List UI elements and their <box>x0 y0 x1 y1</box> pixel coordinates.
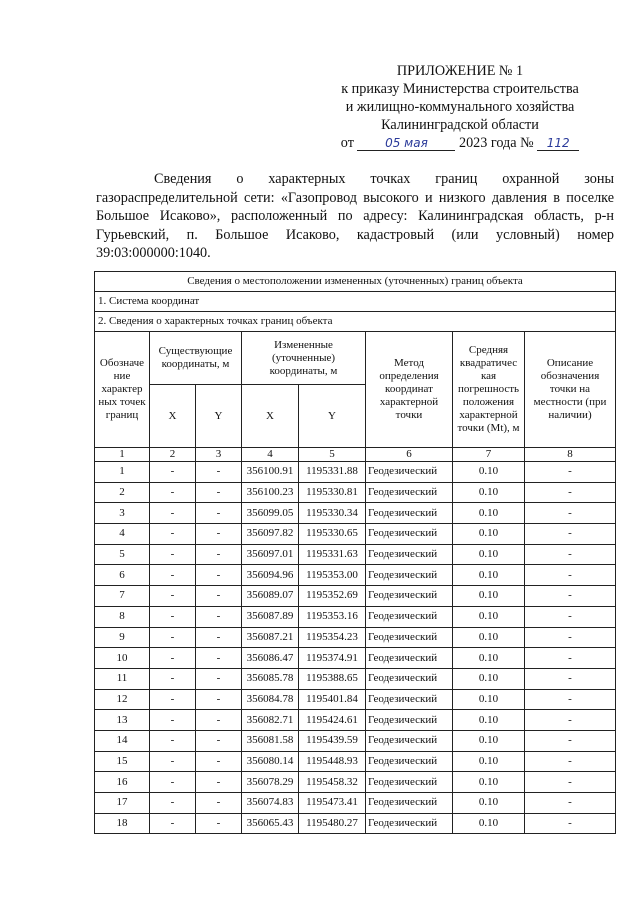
cell-point-number: 6 <box>95 565 150 586</box>
cell-description: - <box>525 565 616 586</box>
cell-mean-error: 0.10 <box>453 544 525 565</box>
cell-method: Геодезический <box>366 648 453 669</box>
cell-existing-x: - <box>150 524 196 545</box>
cell-description: - <box>525 648 616 669</box>
cell-existing-x: - <box>150 482 196 503</box>
handwritten-date: 05 мая <box>357 136 455 151</box>
cell-changed-y: 1195353.00 <box>299 565 366 586</box>
cell-mean-error: 0.10 <box>453 730 525 751</box>
header-method: Метод определения координат характерной точки <box>366 332 453 448</box>
cell-method: Геодезический <box>366 751 453 772</box>
cell-changed-y: 1195352.69 <box>299 586 366 607</box>
cell-point-number: 18 <box>95 813 150 834</box>
cell-existing-y: - <box>196 586 242 607</box>
cell-changed-x: 356080.14 <box>242 751 299 772</box>
cell-existing-x: - <box>150 648 196 669</box>
cell-point-number: 12 <box>95 689 150 710</box>
cell-point-number: 7 <box>95 586 150 607</box>
table-row <box>95 586 616 607</box>
cell-changed-y: 1195458.32 <box>299 772 366 793</box>
column-number: 3 <box>196 448 242 462</box>
cell-point-number: 3 <box>95 503 150 524</box>
cell-changed-x: 356086.47 <box>242 648 299 669</box>
order-line: к приказу Министерства строительства <box>341 81 579 97</box>
table-row <box>95 668 616 689</box>
cell-changed-x: 356065.43 <box>242 813 299 834</box>
table-row <box>95 751 616 772</box>
cell-description: - <box>525 586 616 607</box>
cell-existing-y: - <box>196 544 242 565</box>
cell-changed-y: 1195374.91 <box>299 648 366 669</box>
cell-mean-error: 0.10 <box>453 772 525 793</box>
cell-description: - <box>525 503 616 524</box>
ministry-line: и жилищно-коммунального хозяйства <box>345 99 575 115</box>
cell-method: Геодезический <box>366 668 453 689</box>
section-points: 2. Сведения о характерных точках границ объекта <box>95 312 616 332</box>
column-number: 6 <box>366 448 453 462</box>
cell-mean-error: 0.10 <box>453 503 525 524</box>
cell-point-number: 2 <box>95 482 150 503</box>
header-existing-x: X <box>150 385 196 448</box>
cell-existing-y: - <box>196 606 242 627</box>
cell-method: Геодезический <box>366 565 453 586</box>
cell-existing-y: - <box>196 813 242 834</box>
cell-mean-error: 0.10 <box>453 751 525 772</box>
cell-changed-x: 356084.78 <box>242 689 299 710</box>
cell-changed-y: 1195353.16 <box>299 606 366 627</box>
cell-existing-y: - <box>196 751 242 772</box>
cell-existing-x: - <box>150 462 196 483</box>
cell-description: - <box>525 772 616 793</box>
cell-existing-y: - <box>196 565 242 586</box>
cell-changed-x: 356087.21 <box>242 627 299 648</box>
table-row <box>95 544 616 565</box>
cell-description: - <box>525 689 616 710</box>
cell-changed-x: 356087.89 <box>242 606 299 627</box>
cell-method: Геодезический <box>366 689 453 710</box>
cell-changed-x: 356074.83 <box>242 793 299 814</box>
cell-point-number: 14 <box>95 730 150 751</box>
cell-method: Геодезический <box>366 482 453 503</box>
cell-existing-x: - <box>150 710 196 731</box>
table-row <box>95 565 616 586</box>
cell-existing-x: - <box>150 586 196 607</box>
table-row <box>95 793 616 814</box>
table-row <box>95 606 616 627</box>
cell-existing-x: - <box>150 813 196 834</box>
date-line <box>300 134 620 152</box>
region-line: Калининградской области <box>381 117 539 133</box>
cell-point-number: 4 <box>95 524 150 545</box>
cell-method: Геодезический <box>366 793 453 814</box>
cell-method: Геодезический <box>366 462 453 483</box>
header-changed-y: Y <box>299 385 366 448</box>
section-coordinate-system: 1. Система координат <box>95 292 616 312</box>
cell-changed-y: 1195401.84 <box>299 689 366 710</box>
cell-point-number: 9 <box>95 627 150 648</box>
cell-description: - <box>525 524 616 545</box>
cell-changed-y: 1195330.81 <box>299 482 366 503</box>
header-error: Средняя квадратичес кая погрешность положения характерной точки (Mt), м <box>453 332 525 448</box>
table-row <box>95 648 616 669</box>
cell-changed-y: 1195330.34 <box>299 503 366 524</box>
cell-existing-y: - <box>196 503 242 524</box>
cell-existing-x: - <box>150 544 196 565</box>
cell-mean-error: 0.10 <box>453 462 525 483</box>
cell-existing-y: - <box>196 482 242 503</box>
cell-point-number: 5 <box>95 544 150 565</box>
cell-changed-x: 356085.78 <box>242 668 299 689</box>
cell-description: - <box>525 813 616 834</box>
table-row <box>95 689 616 710</box>
cell-existing-y: - <box>196 627 242 648</box>
cell-mean-error: 0.10 <box>453 606 525 627</box>
cell-existing-y: - <box>196 648 242 669</box>
cell-changed-x: 356082.71 <box>242 710 299 731</box>
cell-changed-x: 356100.23 <box>242 482 299 503</box>
cell-method: Геодезический <box>366 606 453 627</box>
header-designation: Обозначе ние характер ных точек границ <box>95 332 150 448</box>
cell-changed-x: 356081.58 <box>242 730 299 751</box>
cell-mean-error: 0.10 <box>453 710 525 731</box>
cell-changed-y: 1195473.41 <box>299 793 366 814</box>
cell-existing-x: - <box>150 668 196 689</box>
cell-changed-x: 356100.91 <box>242 462 299 483</box>
cell-changed-y: 1195388.65 <box>299 668 366 689</box>
cell-changed-y: 1195331.63 <box>299 544 366 565</box>
header-existing-coords: Существующие координаты, м <box>150 332 242 385</box>
table-row <box>95 503 616 524</box>
cell-changed-x: 356089.07 <box>242 586 299 607</box>
cell-method: Геодезический <box>366 503 453 524</box>
cell-method: Геодезический <box>366 524 453 545</box>
cell-existing-y: - <box>196 524 242 545</box>
table-row <box>95 627 616 648</box>
cell-mean-error: 0.10 <box>453 813 525 834</box>
cell-mean-error: 0.10 <box>453 627 525 648</box>
intro-paragraph: Сведения о характерных точках границ охранной зоны газораспределительной сети: «Газопровод высокого и низкого давления в поселке Большое Исаково», расположенный по адресу: Калининградская область, р-н Гурьевский, п. Большое Исаково, кадастровый (или условный) номер 39:03:000000:1040. <box>96 171 614 261</box>
cell-point-number: 1 <box>95 462 150 483</box>
cell-point-number: 13 <box>95 710 150 731</box>
cell-existing-y: - <box>196 730 242 751</box>
cell-existing-y: - <box>196 710 242 731</box>
cell-existing-x: - <box>150 751 196 772</box>
table-row <box>95 482 616 503</box>
cell-description: - <box>525 462 616 483</box>
column-number-row <box>95 448 616 462</box>
cell-existing-x: - <box>150 627 196 648</box>
cell-changed-y: 1195480.27 <box>299 813 366 834</box>
column-number: 2 <box>150 448 196 462</box>
cell-mean-error: 0.10 <box>453 482 525 503</box>
cell-description: - <box>525 793 616 814</box>
header-changed-x: X <box>242 385 299 448</box>
header-existing-y: Y <box>196 385 242 448</box>
table-row <box>95 524 616 545</box>
header-description: Описание обозначения точки на местности (при наличии) <box>525 332 616 448</box>
cell-mean-error: 0.10 <box>453 524 525 545</box>
cell-point-number: 17 <box>95 793 150 814</box>
cell-existing-y: - <box>196 462 242 483</box>
handwritten-number: 112 <box>537 136 579 151</box>
cell-description: - <box>525 751 616 772</box>
appendix-title: ПРИЛОЖЕНИЕ № 1 <box>396 63 524 79</box>
column-number: 8 <box>525 448 616 462</box>
cell-existing-y: - <box>196 689 242 710</box>
cell-description: - <box>525 482 616 503</box>
table-row <box>95 772 616 793</box>
cell-existing-x: - <box>150 689 196 710</box>
cell-changed-y: 1195439.59 <box>299 730 366 751</box>
cell-mean-error: 0.10 <box>453 648 525 669</box>
cell-changed-y: 1195448.93 <box>299 751 366 772</box>
cell-existing-y: - <box>196 793 242 814</box>
cell-existing-y: - <box>196 668 242 689</box>
table-title: Сведения о местоположении измененных (уточненных) границ объекта <box>95 272 616 292</box>
table-row <box>95 710 616 731</box>
cell-changed-y: 1195330.65 <box>299 524 366 545</box>
cell-changed-y: 1195331.88 <box>299 462 366 483</box>
cell-changed-x: 356097.82 <box>242 524 299 545</box>
cell-description: - <box>525 544 616 565</box>
cell-existing-x: - <box>150 565 196 586</box>
cell-point-number: 11 <box>95 668 150 689</box>
cell-method: Геодезический <box>366 730 453 751</box>
cell-changed-x: 356078.29 <box>242 772 299 793</box>
cell-changed-x: 356094.96 <box>242 565 299 586</box>
table-row <box>95 813 616 834</box>
cell-description: - <box>525 710 616 731</box>
cell-method: Геодезический <box>366 813 453 834</box>
cell-description: - <box>525 606 616 627</box>
cell-mean-error: 0.10 <box>453 793 525 814</box>
cell-existing-x: - <box>150 793 196 814</box>
header-changed-coords: Измененные (уточненные) координаты, м <box>242 332 366 385</box>
column-number: 5 <box>299 448 366 462</box>
cell-description: - <box>525 627 616 648</box>
cell-method: Геодезический <box>366 772 453 793</box>
column-number: 4 <box>242 448 299 462</box>
cell-method: Геодезический <box>366 586 453 607</box>
column-number: 7 <box>453 448 525 462</box>
cell-description: - <box>525 668 616 689</box>
cell-changed-x: 356099.05 <box>242 503 299 524</box>
date-prefix: от <box>340 135 354 151</box>
cell-point-number: 8 <box>95 606 150 627</box>
cell-existing-x: - <box>150 606 196 627</box>
cell-mean-error: 0.10 <box>453 668 525 689</box>
cell-description: - <box>525 730 616 751</box>
cell-changed-x: 356097.01 <box>242 544 299 565</box>
cell-changed-y: 1195354.23 <box>299 627 366 648</box>
cell-mean-error: 0.10 <box>453 689 525 710</box>
appendix-header <box>300 62 620 152</box>
cell-point-number: 10 <box>95 648 150 669</box>
cell-point-number: 15 <box>95 751 150 772</box>
cell-method: Геодезический <box>366 710 453 731</box>
year-text: 2023 года № <box>458 135 534 151</box>
cell-existing-y: - <box>196 772 242 793</box>
column-number: 1 <box>95 448 150 462</box>
table-row <box>95 462 616 483</box>
coordinates-table <box>94 271 616 834</box>
cell-method: Геодезический <box>366 627 453 648</box>
cell-existing-x: - <box>150 772 196 793</box>
cell-mean-error: 0.10 <box>453 586 525 607</box>
cell-existing-x: - <box>150 503 196 524</box>
cell-mean-error: 0.10 <box>453 565 525 586</box>
cell-method: Геодезический <box>366 544 453 565</box>
table-row <box>95 730 616 751</box>
cell-changed-y: 1195424.61 <box>299 710 366 731</box>
cell-point-number: 16 <box>95 772 150 793</box>
cell-existing-x: - <box>150 730 196 751</box>
